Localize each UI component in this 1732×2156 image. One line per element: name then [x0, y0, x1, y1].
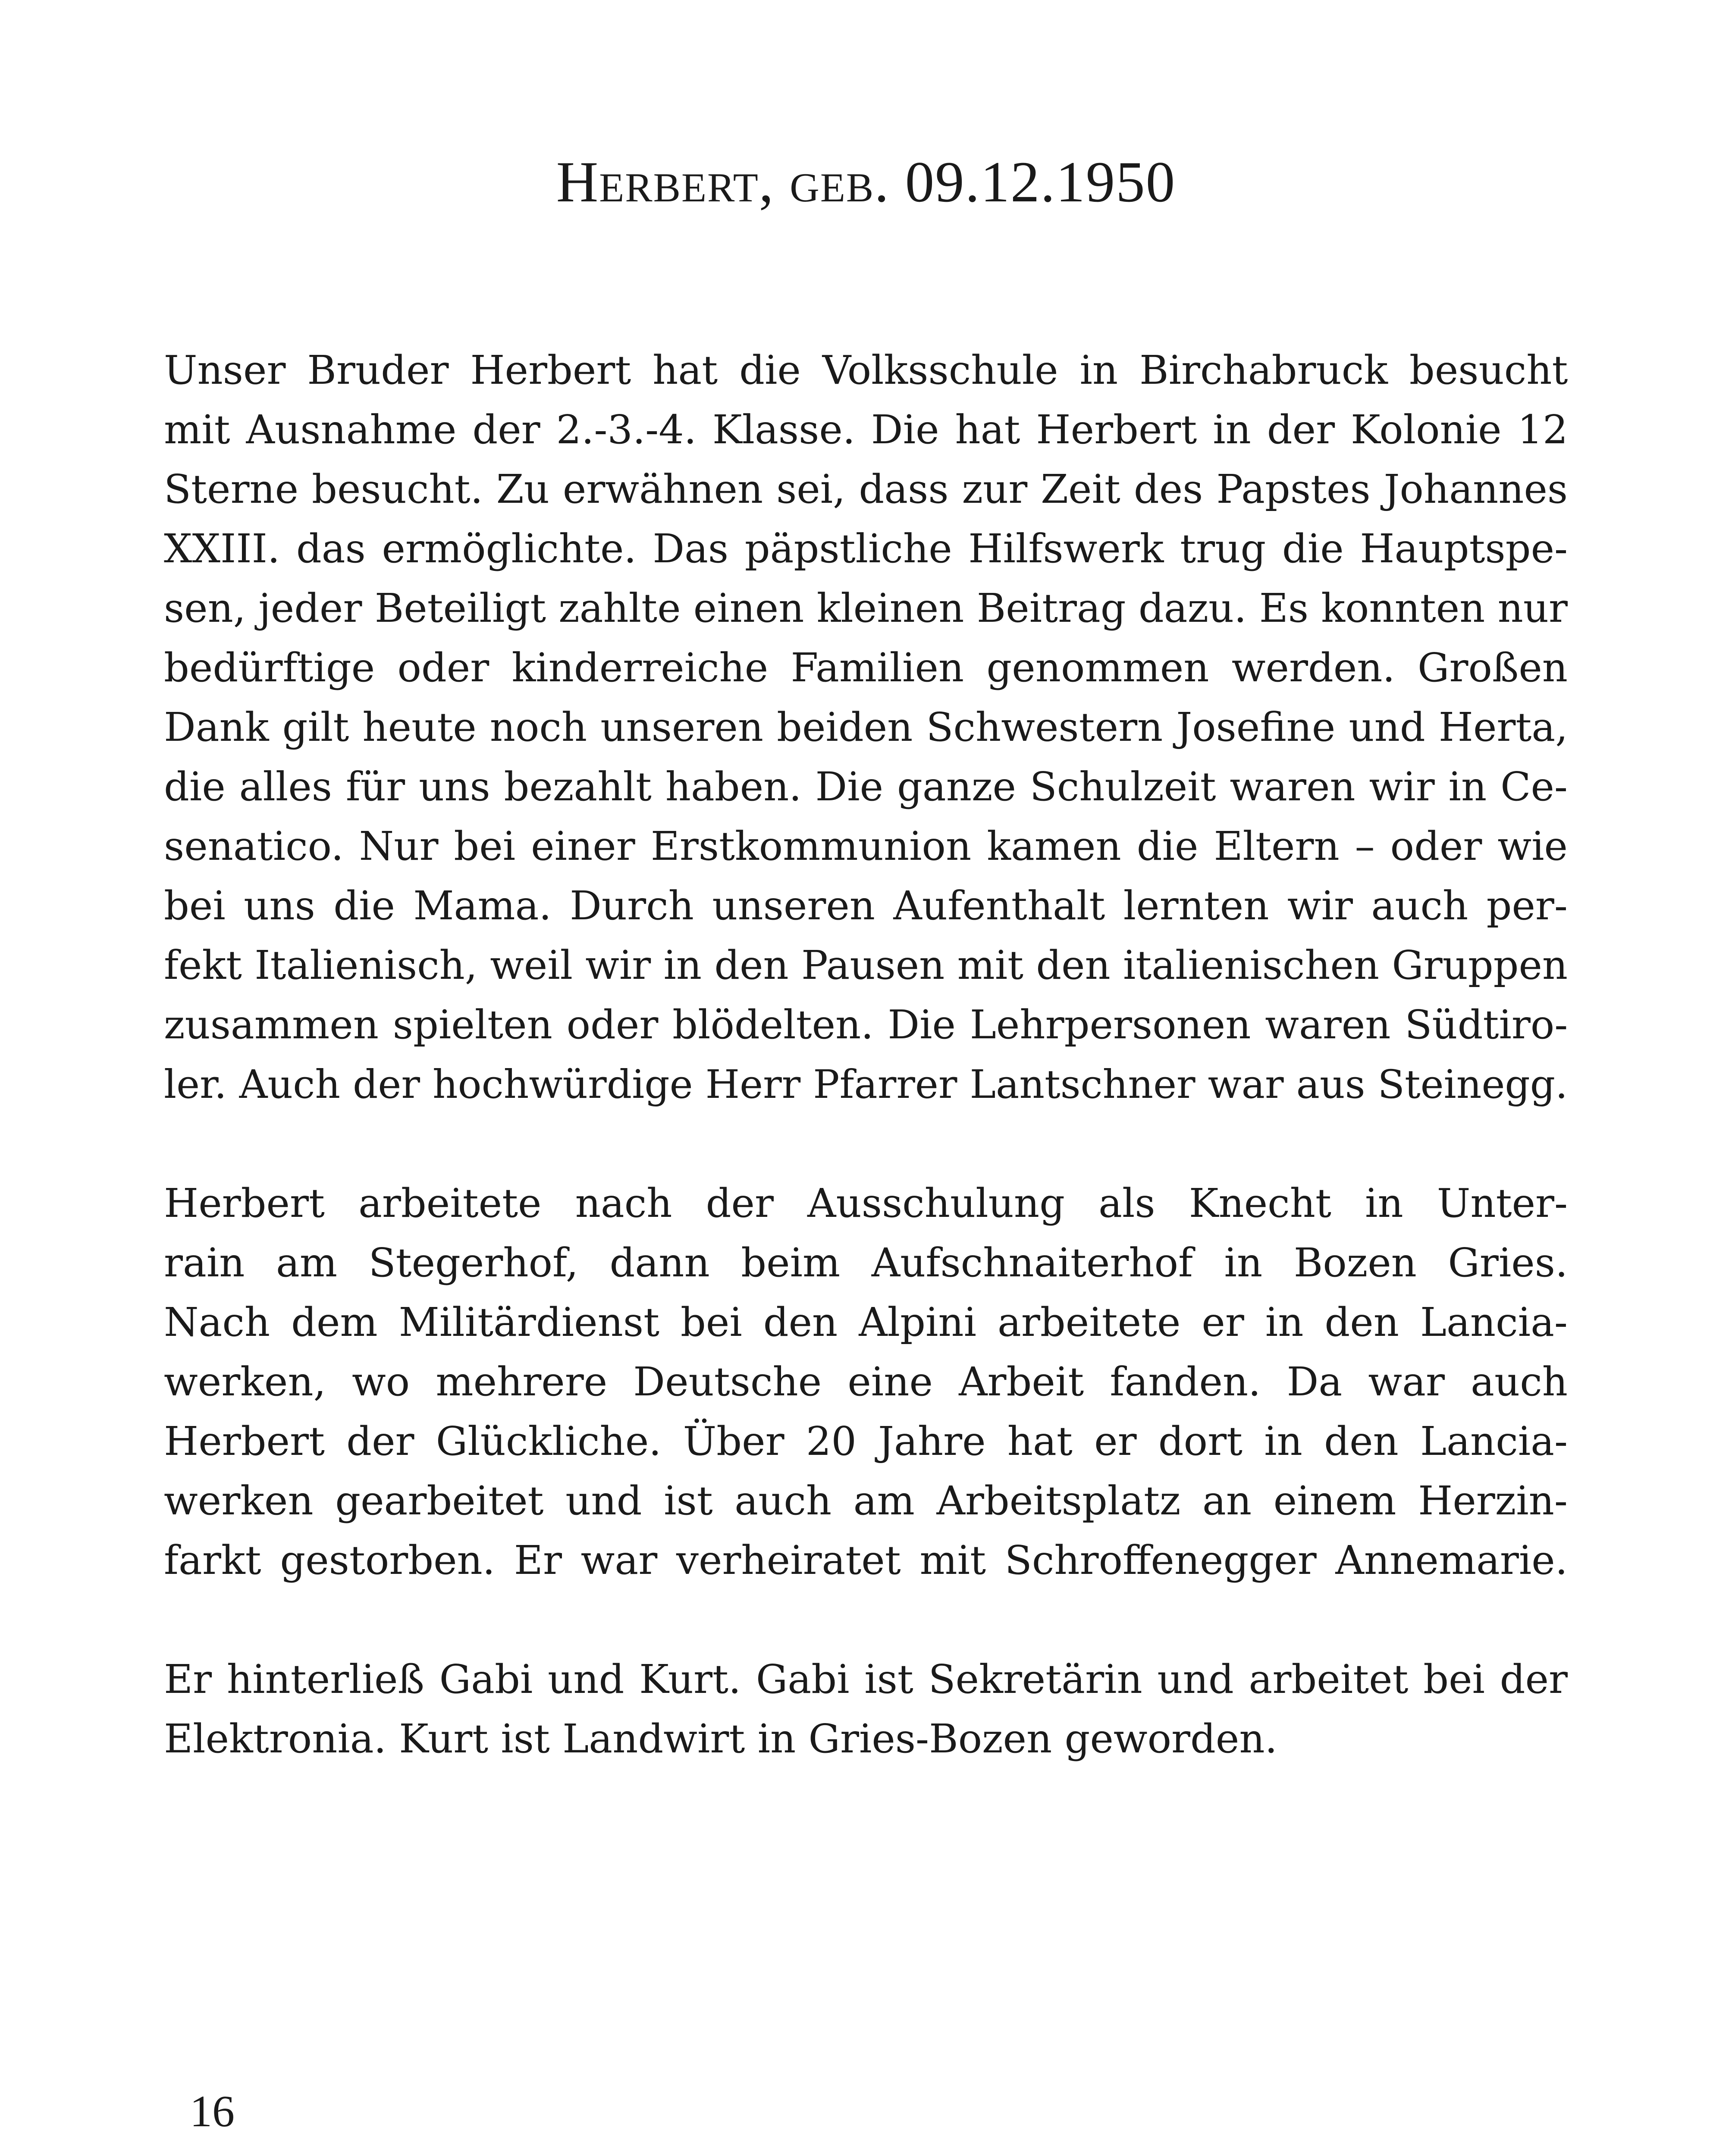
text-line: rain am Stegerhof, dann beim Aufschnaiterhof in Bozen Gries.: [164, 1240, 1568, 1286]
text-line: Sterne besucht. Zu erwähnen sei, dass zur Zeit des Papstes Johannes: [164, 466, 1568, 512]
text-line: fekt Italienisch, weil wir in den Pausen mit den italienischen Gruppen: [164, 942, 1568, 988]
text-line: die alles für uns bezahlt haben. Die ganze Schulzeit waren wir in Ce-: [164, 764, 1568, 810]
chapter-title: Herbert, geb. 09.12.1950: [556, 150, 1176, 214]
text-line: Nach dem Militärdienst bei den Alpini arbeitete er in den Lancia-: [164, 1299, 1568, 1345]
text-line: Herbert der Glückliche. Über 20 Jahre hat er dort in den Lancia-: [164, 1418, 1568, 1464]
page-number: 16: [190, 2087, 235, 2136]
text-line: zusammen spielten oder blödelten. Die Lehrpersonen waren Südtiro-: [164, 1002, 1568, 1048]
text-line: bei uns die Mama. Durch unseren Aufenthalt lernten wir auch per-: [164, 883, 1568, 929]
body-text: [164, 341, 1568, 1828]
text-line: Er hinterließ Gabi und Kurt. Gabi ist Sekretärin und arbeitet bei der: [164, 1656, 1568, 1702]
text-line: XXIII. das ermöglichte. Das päpstliche Hilfswerk trug die Hauptspe-: [164, 526, 1568, 572]
text-line: Herbert arbeitete nach der Ausschulung als Knecht in Unter-: [164, 1180, 1568, 1226]
text-line: Dank gilt heute noch unseren beiden Schwestern Josefine und Herta,: [164, 704, 1568, 750]
text-line: senatico. Nur bei einer Erstkommunion kamen die Eltern – oder wie: [164, 823, 1568, 869]
text-line: werken gearbeitet und ist auch am Arbeitsplatz an einem Herzin-: [164, 1478, 1568, 1524]
paragraph-2: [164, 1174, 1568, 1590]
text-line: farkt gestorben. Er war verheiratet mit Schroffenegger Annemarie.: [164, 1537, 1568, 1583]
text-line: Unser Bruder Herbert hat die Volksschule in Birchabruck besucht: [164, 347, 1568, 393]
text-line: sen, jeder Beteiligt zahlte einen kleinen Beitrag dazu. Es konnten nur: [164, 585, 1568, 631]
text-line: werken, wo mehrere Deutsche eine Arbeit fanden. Da war auch: [164, 1359, 1568, 1405]
text-line: bedürftige oder kinderreiche Familien genommen werden. Großen: [164, 645, 1568, 691]
text-line: mit Ausnahme der 2.-3.-4. Klasse. Die hat Herbert in der Kolonie 12: [164, 407, 1568, 453]
paragraph-1: [164, 341, 1568, 1114]
paragraph-3: [164, 1650, 1568, 1769]
text-line: ler. Auch der hochwürdige Herr Pfarrer Lantschner war aus Steinegg.: [164, 1061, 1568, 1107]
text-line: Elektronia. Kurt ist Landwirt in Gries-Bozen geworden.: [164, 1716, 1277, 1762]
